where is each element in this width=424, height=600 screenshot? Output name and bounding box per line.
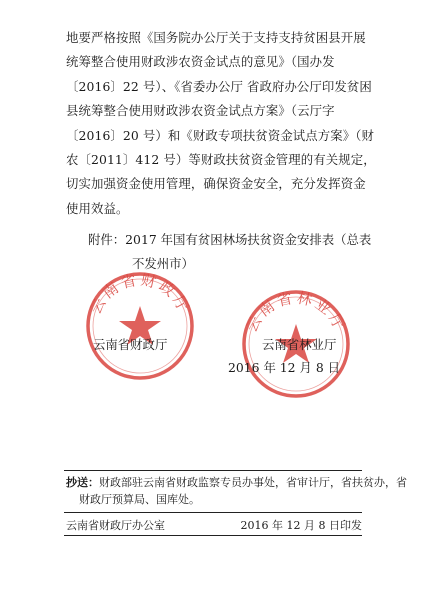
seal-icon	[84, 270, 196, 382]
body-line: 农〔2011〕412 号）等财政扶贫资金管理的有关规定，	[66, 151, 376, 167]
finance-department-seal	[84, 270, 196, 382]
cc-top-rule	[64, 470, 362, 471]
body-line: 县统筹整合使用财政涉农资金试点方案》（云厅字	[66, 103, 335, 119]
body-line: 统筹整合使用财政涉农资金试点的意见》（国办发	[66, 54, 335, 70]
body-line: 使用效益。	[66, 200, 129, 216]
cc-label: 抄送：	[66, 476, 99, 489]
issuance-footer	[66, 517, 362, 533]
body-line: 〔2016〕20 号）和《财政专项扶贫资金试点方案》（财	[66, 127, 375, 143]
cc-recipients: 财政部驻云南省财政监察专员办事处，省审计厅，省扶贫办，省	[99, 476, 407, 489]
cc-recipients-cont: 财政厅预算局、国库处。	[79, 493, 200, 506]
attachment-line: 附件：2017 年国有贫困林场扶贫资金安排表（总表	[88, 232, 372, 247]
attachment-line: 不发州市）	[132, 256, 194, 271]
attachment-note	[88, 228, 388, 276]
body-line: 地要严格按照《国务院办公厅关于支持支持贫困县开展	[66, 30, 366, 45]
body-line: 切实加强资金使用管理，确保资金安全，充分发挥资金	[66, 176, 366, 192]
seal-arc-text: 云南省财政厅	[86, 270, 194, 318]
body-line: 〔2016〕22 号）、《省委办公厅 省政府办公厅印发贫困	[66, 78, 372, 94]
footer-bottom-rule	[64, 535, 362, 536]
cc-bottom-rule	[64, 512, 362, 513]
body-paragraph	[66, 26, 376, 221]
signing-org-finance: 云南省财政厅	[93, 337, 168, 352]
issuing-office: 云南省财政厅办公室	[66, 519, 165, 532]
print-date: 2016 年 12 月 8 日印发	[240, 519, 362, 532]
seal-arc-text: 云南省林业厅	[242, 288, 350, 336]
cc-block	[66, 474, 407, 508]
signing-org-forestry: 云南省林业厅	[262, 337, 337, 352]
signature-date: 2016 年 12 月 8 日	[228, 360, 341, 375]
